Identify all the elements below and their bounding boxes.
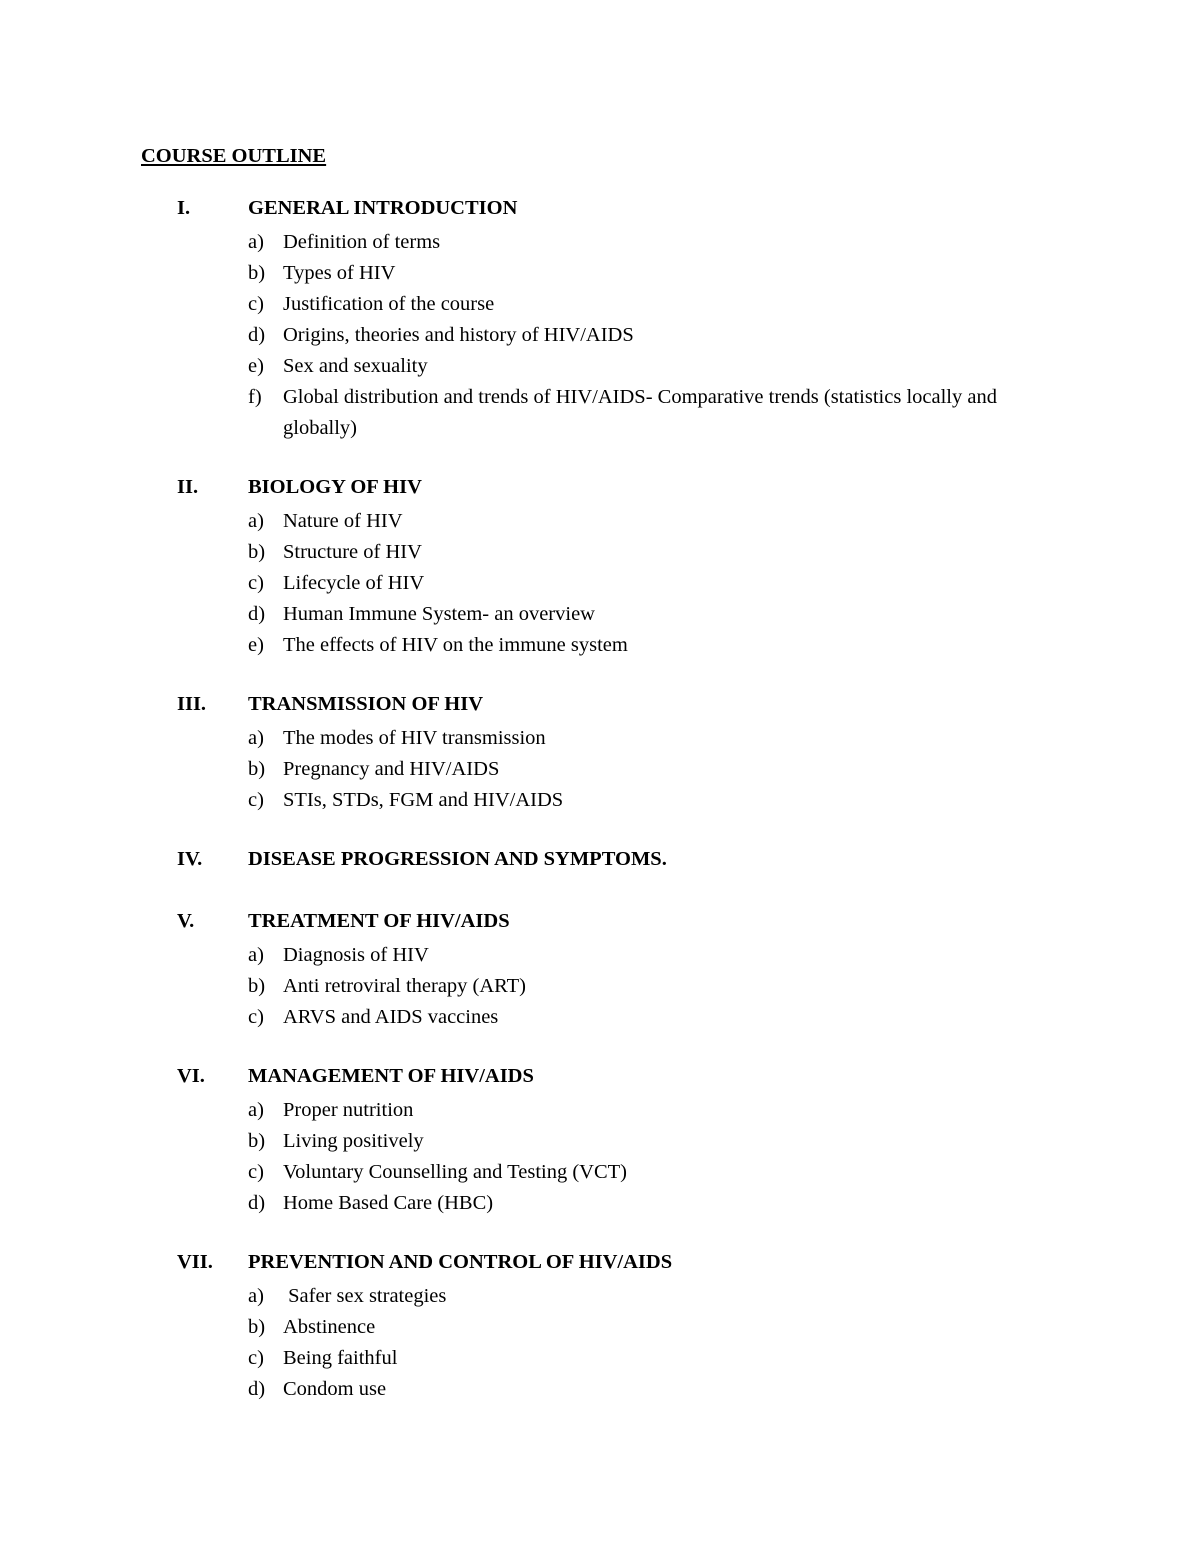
item-text: Human Immune System- an overview — [283, 603, 595, 625]
item-letter: c) — [248, 1347, 264, 1369]
item-text: Sex and sexuality — [283, 355, 428, 377]
section-title: DISEASE PROGRESSION AND SYMPTOMS. — [248, 848, 667, 870]
outline-item — [0, 630, 1200, 661]
section-heading — [0, 1064, 1200, 1095]
item-letter: b) — [248, 975, 266, 997]
item-text: Types of HIV — [283, 262, 396, 284]
item-letter: b) — [248, 541, 266, 563]
item-letter: d) — [248, 324, 266, 346]
section-numeral: VI. — [177, 1065, 205, 1087]
outline-item — [0, 1126, 1200, 1157]
item-text: Anti retroviral therapy (ART) — [283, 975, 526, 997]
item-letter: a) — [248, 1099, 264, 1121]
section-heading — [0, 475, 1200, 506]
item-text: Nature of HIV — [283, 510, 403, 532]
section-title: PREVENTION AND CONTROL OF HIV/AIDS — [248, 1251, 673, 1273]
outline-item — [0, 1281, 1200, 1312]
item-letter: d) — [248, 1378, 266, 1400]
item-text: The modes of HIV transmission — [283, 727, 546, 749]
item-text: STIs, STDs, FGM and HIV/AIDS — [283, 789, 564, 811]
item-text: Lifecycle of HIV — [283, 572, 425, 594]
item-letter: c) — [248, 293, 264, 315]
outline-item — [0, 1374, 1200, 1405]
item-text: Safer sex strategies — [283, 1285, 447, 1307]
item-letter: c) — [248, 1161, 264, 1183]
item-letter: e) — [248, 634, 264, 656]
outline-item — [0, 754, 1200, 785]
item-letter: d) — [248, 1192, 266, 1214]
section-heading — [0, 909, 1200, 940]
section-heading — [0, 1250, 1200, 1281]
item-text: Structure of HIV — [283, 541, 422, 563]
outline-item — [0, 1095, 1200, 1126]
section-numeral: VII. — [177, 1251, 213, 1273]
outline-section — [0, 1064, 1200, 1219]
outline-item — [0, 320, 1200, 351]
item-letter: b) — [248, 1130, 266, 1152]
item-text: Global distribution and trends of HIV/AIDS- Comparative trends (statistics locally and globally) — [283, 386, 997, 439]
outline-item — [0, 940, 1200, 971]
item-letter: d) — [248, 603, 266, 625]
item-letter: b) — [248, 1316, 266, 1338]
outline-sections — [0, 196, 1200, 1436]
outline-item — [0, 1188, 1200, 1219]
item-text: Voluntary Counselling and Testing (VCT) — [283, 1161, 628, 1183]
section-numeral: V. — [177, 910, 195, 932]
item-text: Condom use — [283, 1378, 387, 1400]
item-text: ARVS and AIDS vaccines — [283, 1006, 499, 1028]
outline-item — [0, 1157, 1200, 1188]
section-title: TRANSMISSION OF HIV — [248, 693, 484, 715]
item-letter: a) — [248, 727, 264, 749]
item-letter: a) — [248, 510, 264, 532]
item-text: Proper nutrition — [283, 1099, 414, 1121]
outline-item — [0, 227, 1200, 258]
item-text: Definition of terms — [283, 231, 441, 253]
item-letter: c) — [248, 572, 264, 594]
outline-item — [0, 599, 1200, 630]
outline-item — [0, 723, 1200, 754]
item-letter: c) — [248, 789, 264, 811]
outline-item — [0, 785, 1200, 816]
section-title: GENERAL INTRODUCTION — [248, 197, 518, 219]
section-heading — [0, 847, 1200, 878]
item-text: The effects of HIV on the immune system — [283, 634, 628, 656]
outline-section — [0, 475, 1200, 661]
outline-item — [0, 382, 1200, 444]
item-letter: b) — [248, 758, 266, 780]
item-letter: b) — [248, 262, 266, 284]
item-text: Pregnancy and HIV/AIDS — [283, 758, 500, 780]
page-title: COURSE OUTLINE — [141, 145, 327, 167]
outline-item — [0, 1312, 1200, 1343]
item-text: Origins, theories and history of HIV/AIDS — [283, 324, 634, 346]
outline-item — [0, 289, 1200, 320]
outline-item — [0, 258, 1200, 289]
section-heading — [0, 692, 1200, 723]
item-letter: a) — [248, 944, 264, 966]
section-heading — [0, 196, 1200, 227]
item-letter: a) — [248, 1285, 264, 1307]
outline-item — [0, 971, 1200, 1002]
outline-section — [0, 692, 1200, 816]
outline-item — [0, 1002, 1200, 1033]
item-text: Abstinence — [283, 1316, 376, 1338]
section-numeral: IV. — [177, 848, 203, 870]
outline-item — [0, 351, 1200, 382]
item-text: Being faithful — [283, 1347, 398, 1369]
outline-item — [0, 506, 1200, 537]
section-title: BIOLOGY OF HIV — [248, 476, 422, 498]
outline-section — [0, 909, 1200, 1033]
outline-item — [0, 568, 1200, 599]
outline-section — [0, 1250, 1200, 1405]
item-text: Justification of the course — [283, 293, 495, 315]
section-title: TREATMENT OF HIV/AIDS — [248, 910, 510, 932]
section-numeral: III. — [177, 693, 207, 715]
outline-section — [0, 847, 1200, 878]
section-title: MANAGEMENT OF HIV/AIDS — [248, 1065, 534, 1087]
item-text: Home Based Care (HBC) — [283, 1192, 494, 1214]
outline-item — [0, 1343, 1200, 1374]
outline-item — [0, 537, 1200, 568]
outline-section — [0, 196, 1200, 444]
item-letter: f) — [248, 386, 262, 408]
section-numeral: II. — [177, 476, 199, 498]
item-letter: a) — [248, 231, 264, 253]
item-text: Diagnosis of HIV — [283, 944, 429, 966]
item-letter: c) — [248, 1006, 264, 1028]
item-letter: e) — [248, 355, 264, 377]
section-numeral: I. — [177, 197, 191, 219]
item-text: Living positively — [283, 1130, 424, 1152]
